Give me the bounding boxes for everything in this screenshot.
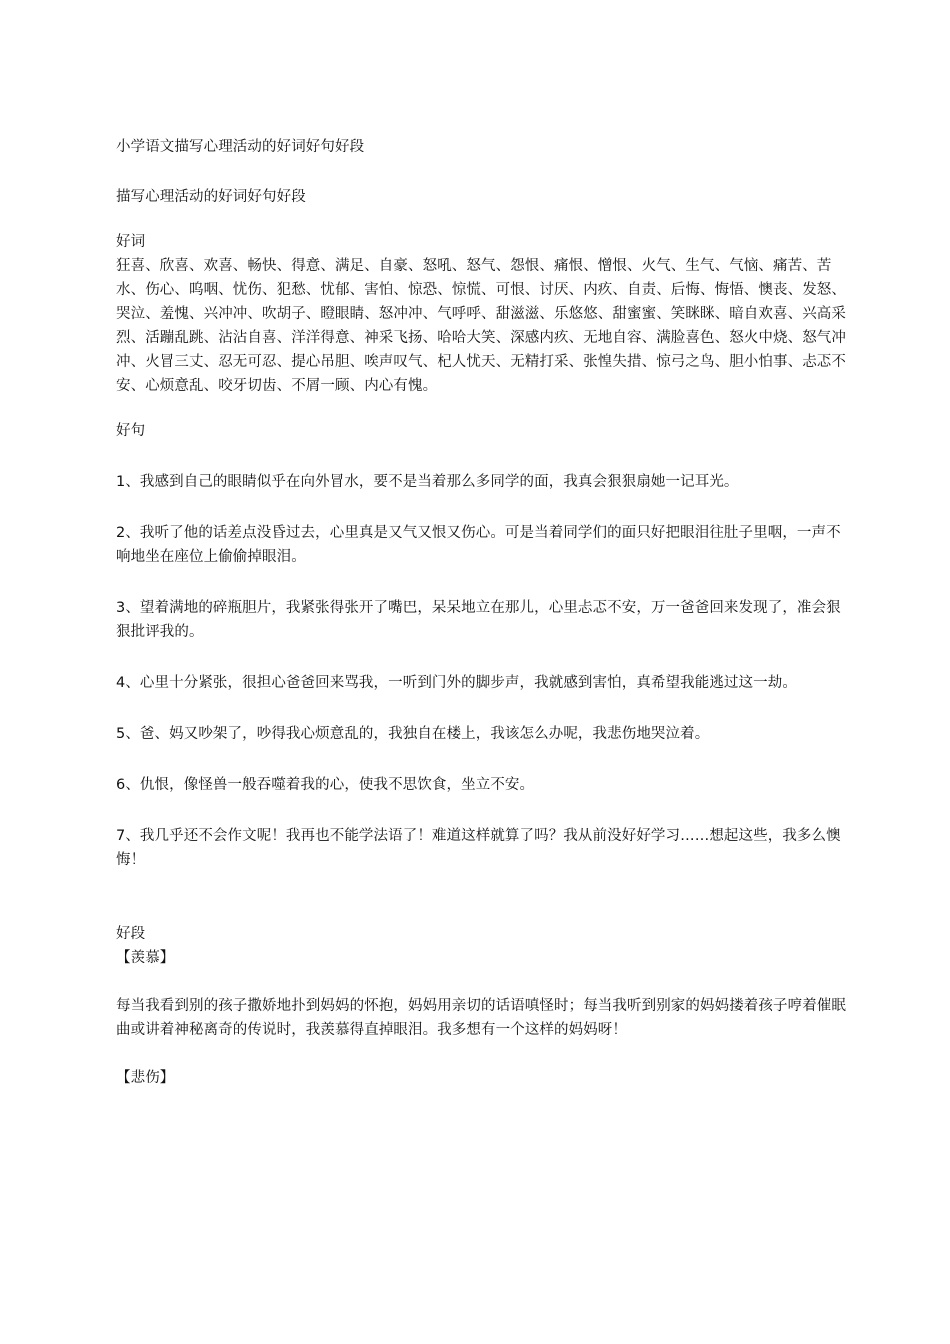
sentence-item: 5、爸、妈又吵架了，吵得我心烦意乱的，我独自在楼上，我该怎么办呢，我悲伤地哭泣着。 bbox=[116, 726, 710, 742]
sentence-item: 1、我感到自己的眼睛似乎在向外冒水，要不是当着那么多同学的面，我真会狠狠扇她一记耳光。 bbox=[116, 474, 739, 490]
paragraphs-heading: 好段 bbox=[116, 926, 146, 942]
document-subtitle: 描写心理活动的好词好句好段 bbox=[116, 189, 306, 205]
words-heading: 好词 bbox=[116, 234, 146, 250]
sentence-item: 2、我听了他的话差点没昏过去，心里真是又气又恨又伤心。可是当着同学们的面只好把眼泪往肚子里咽，一声不响地坐在座位上偷偷掉眼泪。 bbox=[116, 525, 841, 565]
sentence-item: 7、我几乎还不会作文呢！我再也不能学法语了！难道这样就算了吗？我从前没好好学习……想起这些，我多么懊悔！ bbox=[116, 828, 841, 868]
sentence-item: 3、望着满地的碎瓶胆片，我紧张得张开了嘴巴，呆呆地立在那儿，心里忐忑不安，万一爸爸回来发现了，准会狠狠批评我的。 bbox=[116, 600, 841, 640]
sentence-item: 4、心里十分紧张，很担心爸爸回来骂我，一听到门外的脚步声，我就感到害怕，真希望我能逃过这一劫。 bbox=[116, 675, 797, 691]
sad-heading: 【悲伤】 bbox=[116, 1070, 175, 1086]
sentences-heading: 好句 bbox=[116, 423, 146, 439]
document-title: 小学语文描写心理活动的好词好句好段 bbox=[116, 139, 365, 155]
envy-heading: 【羡慕】 bbox=[116, 950, 175, 966]
envy-paragraph: 每当我看到别的孩子撒娇地扑到妈妈的怀抱，妈妈用亲切的话语嗔怪时；每当我听到别家的妈妈搂着孩子哼着催眠曲或讲着神秘离奇的传说时，我羡慕得直掉眼泪。我多想有一个这样的妈妈呀！ bbox=[116, 998, 846, 1038]
sentence-item: 6、仇恨，像怪兽一般吞噬着我的心，使我不思饮食，坐立不安。 bbox=[116, 777, 535, 793]
words-list: 狂喜、欣喜、欢喜、畅快、得意、满足、自豪、怒吼、怒气、怨恨、痛恨、憎恨、火气、生气、气恼、痛苦、苦水、伤心、呜咽、忧伤、犯愁、忧郁、害怕、惊恐、惊慌、可恨、讨厌、内疚、自责、后悔、悔悟、懊丧、发怒、哭泣、羞愧、兴冲冲、吹胡子、瞪眼睛、怒冲冲、气呼呼、甜滋滋、乐悠悠、甜蜜蜜、笑眯眯、暗自欢喜、兴高采烈、活蹦乱跳、沾沾自喜、洋洋得意、神采飞扬、哈哈大笑、深感内疚、无地自容、满脸喜色、怒火中烧、怒气冲冲、火冒三丈、忍无可忍、提心吊胆、唉声叹气、杞人忧天、无精打采、张惶失措、惊弓之鸟、胆小怕事、忐忑不安、心烦意乱、咬牙切齿、不屑一顾、内心有愧。 bbox=[116, 258, 846, 394]
